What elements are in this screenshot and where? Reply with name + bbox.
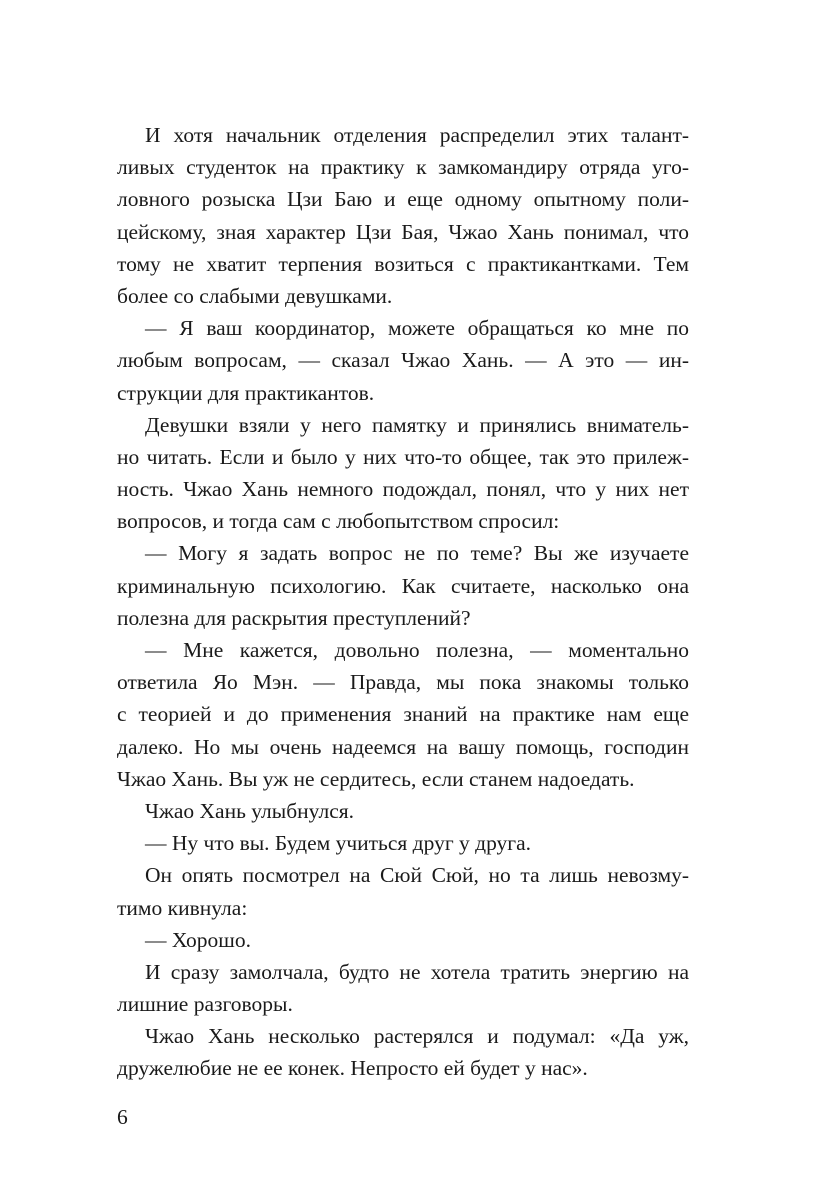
text-line: Он опять посмотрел на Сюй Сюй, но та лишь невозму- <box>145 863 689 888</box>
text-line: дружелюбие не ее конек. Непросто ей будет у нас». <box>117 1056 588 1081</box>
paragraph <box>117 537 689 634</box>
paragraph <box>117 859 689 923</box>
text-line: — Мне кажется, довольно полезна, — моментально <box>145 638 689 662</box>
paragraph <box>117 1020 689 1084</box>
paragraph <box>117 827 689 859</box>
text-line: тому не хватит терпения возиться с практикантками. Тем <box>117 251 689 276</box>
text-line: любым вопросам, — сказал Чжао Хань. — А это — ин- <box>117 348 689 373</box>
text-line: — Могу я задать вопрос не по теме? Вы же изучаете <box>145 541 689 566</box>
text-line: ность. Чжао Хань немного подождал, понял, что у них нет <box>117 477 689 502</box>
text-line: криминальную психологию. Как считаете, насколько она <box>117 573 689 598</box>
paragraph <box>117 956 689 1020</box>
text-line: более со слабыми девушками. <box>117 283 393 308</box>
paragraph <box>117 634 689 795</box>
text-line: И хотя начальник отделения распределил этих талант- <box>145 123 689 147</box>
paragraph <box>117 924 689 956</box>
text-line: И сразу замолчала, будто не хотела тратить энергию на <box>145 959 689 984</box>
text-line: полезна для раскрытия преступлений? <box>117 605 471 630</box>
text-line: струкции для практикантов. <box>117 380 375 405</box>
text-line: ливых студенток на практику к замкомандиру отряда уго- <box>117 155 689 180</box>
text-line: — Я ваш координатор, можете обращаться ко мне по <box>145 316 689 341</box>
paragraph <box>117 795 689 827</box>
text-line: цейскому, зная характер Цзи Бая, Чжао Хань понимал, что <box>117 219 689 244</box>
text-line: — Хорошо. <box>145 927 251 952</box>
text-line: тимо кивнула: <box>117 895 248 920</box>
text-line: Чжао Хань несколько растерялся и подумал: «Да уж, <box>145 1024 689 1049</box>
paragraph <box>117 312 689 409</box>
text-line: но читать. Если и было у них что-то общее, так это прилеж- <box>117 444 689 469</box>
page-number: 6 <box>117 1105 128 1129</box>
text-line: ловного розыска Цзи Баю и еще одному опытному поли- <box>117 187 689 212</box>
page-body <box>117 119 689 1085</box>
paragraph <box>117 119 689 312</box>
paragraph <box>117 409 689 538</box>
text-line: Чжао Хань улыбнулся. <box>145 798 355 823</box>
text-line: — Ну что вы. Будем учиться друг у друга. <box>145 831 532 856</box>
text-line: с теорией и до применения знаний на практике нам еще <box>117 702 689 727</box>
text-line: Чжао Хань. Вы уж не сердитесь, если станем надоедать. <box>117 766 635 791</box>
text-line: вопросов, и тогда сам с любопытством спросил: <box>117 509 560 534</box>
text-line: лишние разговоры. <box>117 992 293 1017</box>
text-line: далеко. Но мы очень надеемся на вашу помощь, господин <box>117 734 689 759</box>
text-line: ответила Яо Мэн. — Правда, мы пока знакомы только <box>117 670 689 695</box>
text-line: Девушки взяли у него памятку и принялись вниматель- <box>145 412 689 437</box>
